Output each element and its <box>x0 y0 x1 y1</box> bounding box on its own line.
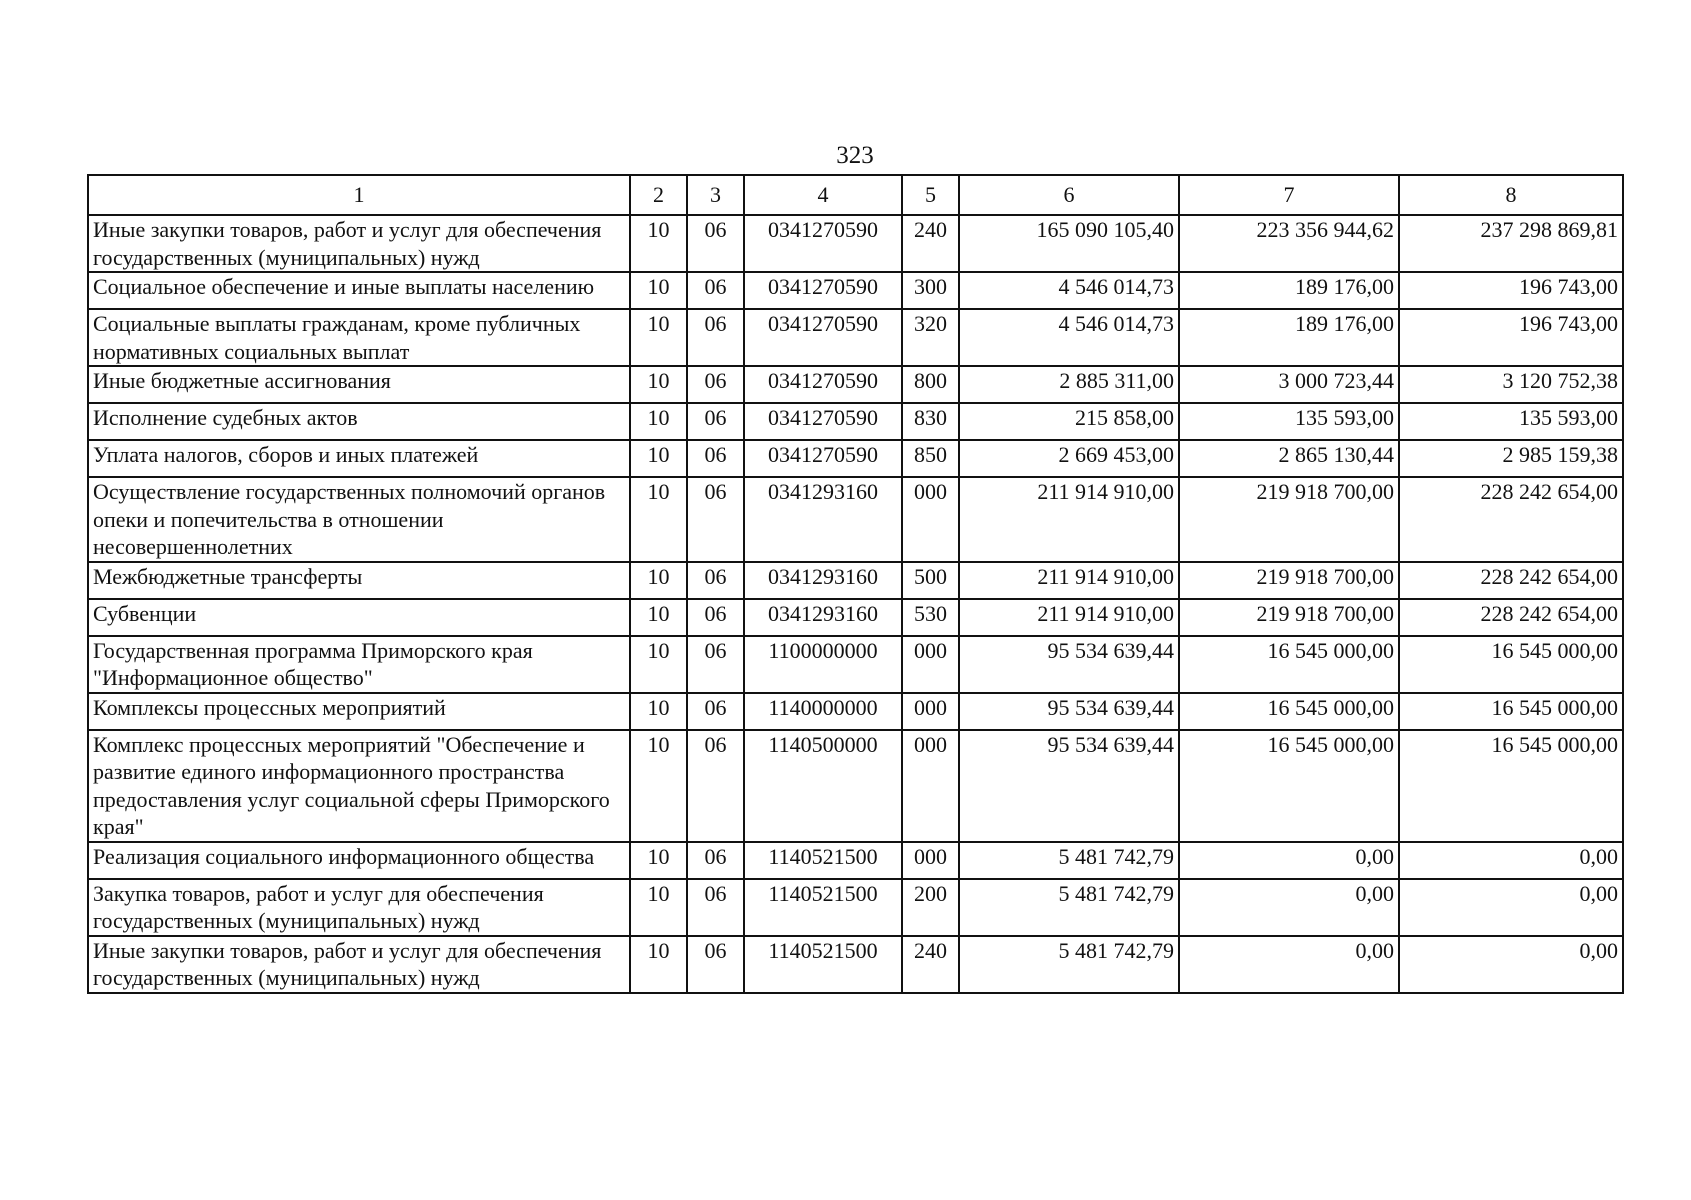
amount-col7-cell: 0,00 <box>1179 842 1399 879</box>
amount-col7-cell: 2 865 130,44 <box>1179 440 1399 477</box>
section-cell: 10 <box>630 440 687 477</box>
amount-col8-cell: 196 743,00 <box>1399 309 1623 366</box>
target-article-cell: 1140500000 <box>744 730 902 842</box>
amount-col6-cell: 5 481 742,79 <box>959 842 1179 879</box>
table-row <box>88 477 1623 562</box>
expense-type-cell: 320 <box>902 309 959 366</box>
column-header: 5 <box>902 175 959 215</box>
subsection-cell: 06 <box>687 879 744 936</box>
row-name-cell: Осуществление государственных полномочий органов опеки и попечительства в отношении несовершеннолетних <box>88 477 630 562</box>
subsection-cell: 06 <box>687 215 744 272</box>
table-row <box>88 636 1623 693</box>
target-article-cell: 0341270590 <box>744 309 902 366</box>
amount-col7-cell: 0,00 <box>1179 879 1399 936</box>
expense-type-cell: 240 <box>902 215 959 272</box>
subsection-cell: 06 <box>687 309 744 366</box>
table-row <box>88 366 1623 403</box>
subsection-cell: 06 <box>687 440 744 477</box>
target-article-cell: 0341270590 <box>744 272 902 309</box>
row-name-cell: Комплексы процессных мероприятий <box>88 693 630 730</box>
section-cell: 10 <box>630 477 687 562</box>
target-article-cell: 1100000000 <box>744 636 902 693</box>
subsection-cell: 06 <box>687 366 744 403</box>
amount-col7-cell: 219 918 700,00 <box>1179 562 1399 599</box>
target-article-cell: 0341270590 <box>744 403 902 440</box>
section-cell: 10 <box>630 403 687 440</box>
amount-col7-cell: 219 918 700,00 <box>1179 477 1399 562</box>
section-cell: 10 <box>630 309 687 366</box>
row-name-cell: Исполнение судебных актов <box>88 403 630 440</box>
amount-col6-cell: 95 534 639,44 <box>959 730 1179 842</box>
amount-col6-cell: 2 885 311,00 <box>959 366 1179 403</box>
table-row <box>88 272 1623 309</box>
subsection-cell: 06 <box>687 936 744 993</box>
expense-type-cell: 830 <box>902 403 959 440</box>
amount-col6-cell: 215 858,00 <box>959 403 1179 440</box>
amount-col6-cell: 5 481 742,79 <box>959 936 1179 993</box>
page-number: 323 <box>836 142 874 169</box>
target-article-cell: 0341293160 <box>744 562 902 599</box>
row-name-cell: Комплекс процессных мероприятий "Обеспечение и развитие единого информационного пространства предоставления услуг социальной сферы Приморского края" <box>88 730 630 842</box>
section-cell: 10 <box>630 936 687 993</box>
expense-type-cell: 300 <box>902 272 959 309</box>
subsection-cell: 06 <box>687 272 744 309</box>
subsection-cell: 06 <box>687 842 744 879</box>
target-article-cell: 1140521500 <box>744 879 902 936</box>
amount-col6-cell: 5 481 742,79 <box>959 879 1179 936</box>
target-article-cell: 0341270590 <box>744 215 902 272</box>
amount-col7-cell: 189 176,00 <box>1179 272 1399 309</box>
row-name-cell: Иные бюджетные ассигнования <box>88 366 630 403</box>
table-row <box>88 842 1623 879</box>
amount-col8-cell: 2 985 159,38 <box>1399 440 1623 477</box>
table-row <box>88 879 1623 936</box>
section-cell: 10 <box>630 693 687 730</box>
table-row <box>88 936 1623 993</box>
amount-col7-cell: 16 545 000,00 <box>1179 636 1399 693</box>
expense-type-cell: 000 <box>902 477 959 562</box>
amount-col8-cell: 0,00 <box>1399 842 1623 879</box>
expense-type-cell: 000 <box>902 842 959 879</box>
row-name-cell: Закупка товаров, работ и услуг для обеспечения государственных (муниципальных) нужд <box>88 879 630 936</box>
subsection-cell: 06 <box>687 562 744 599</box>
amount-col7-cell: 16 545 000,00 <box>1179 693 1399 730</box>
expense-type-cell: 500 <box>902 562 959 599</box>
table-row <box>88 730 1623 842</box>
table-row <box>88 440 1623 477</box>
row-name-cell: Социальное обеспечение и иные выплаты населению <box>88 272 630 309</box>
amount-col8-cell: 228 242 654,00 <box>1399 562 1623 599</box>
target-article-cell: 0341293160 <box>744 477 902 562</box>
table-row <box>88 403 1623 440</box>
column-header: 7 <box>1179 175 1399 215</box>
target-article-cell: 0341293160 <box>744 599 902 636</box>
amount-col6-cell: 211 914 910,00 <box>959 599 1179 636</box>
amount-col8-cell: 16 545 000,00 <box>1399 730 1623 842</box>
amount-col7-cell: 16 545 000,00 <box>1179 730 1399 842</box>
amount-col8-cell: 228 242 654,00 <box>1399 477 1623 562</box>
column-header: 4 <box>744 175 902 215</box>
amount-col7-cell: 189 176,00 <box>1179 309 1399 366</box>
amount-col8-cell: 228 242 654,00 <box>1399 599 1623 636</box>
amount-col6-cell: 95 534 639,44 <box>959 636 1179 693</box>
amount-col6-cell: 165 090 105,40 <box>959 215 1179 272</box>
section-cell: 10 <box>630 272 687 309</box>
budget-table <box>87 174 1624 994</box>
amount-col6-cell: 4 546 014,73 <box>959 272 1179 309</box>
amount-col8-cell: 3 120 752,38 <box>1399 366 1623 403</box>
amount-col8-cell: 196 743,00 <box>1399 272 1623 309</box>
subsection-cell: 06 <box>687 693 744 730</box>
target-article-cell: 1140521500 <box>744 936 902 993</box>
expense-type-cell: 000 <box>902 730 959 842</box>
section-cell: 10 <box>630 599 687 636</box>
section-cell: 10 <box>630 842 687 879</box>
target-article-cell: 1140521500 <box>744 842 902 879</box>
target-article-cell: 1140000000 <box>744 693 902 730</box>
table-row <box>88 215 1623 272</box>
subsection-cell: 06 <box>687 730 744 842</box>
amount-col6-cell: 211 914 910,00 <box>959 562 1179 599</box>
section-cell: 10 <box>630 562 687 599</box>
expense-type-cell: 000 <box>902 693 959 730</box>
amount-col7-cell: 219 918 700,00 <box>1179 599 1399 636</box>
section-cell: 10 <box>630 879 687 936</box>
row-name-cell: Социальные выплаты гражданам, кроме публичных нормативных социальных выплат <box>88 309 630 366</box>
expense-type-cell: 530 <box>902 599 959 636</box>
subsection-cell: 06 <box>687 636 744 693</box>
section-cell: 10 <box>630 366 687 403</box>
row-name-cell: Реализация социального информационного общества <box>88 842 630 879</box>
expense-type-cell: 240 <box>902 936 959 993</box>
table-row <box>88 309 1623 366</box>
column-header: 6 <box>959 175 1179 215</box>
amount-col6-cell: 4 546 014,73 <box>959 309 1179 366</box>
amount-col8-cell: 237 298 869,81 <box>1399 215 1623 272</box>
target-article-cell: 0341270590 <box>744 366 902 403</box>
expense-type-cell: 200 <box>902 879 959 936</box>
row-name-cell: Государственная программа Приморского края "Информационное общество" <box>88 636 630 693</box>
table-row <box>88 693 1623 730</box>
column-header: 3 <box>687 175 744 215</box>
amount-col6-cell: 211 914 910,00 <box>959 477 1179 562</box>
subsection-cell: 06 <box>687 403 744 440</box>
section-cell: 10 <box>630 636 687 693</box>
row-name-cell: Уплата налогов, сборов и иных платежей <box>88 440 630 477</box>
amount-col7-cell: 3 000 723,44 <box>1179 366 1399 403</box>
row-name-cell: Иные закупки товаров, работ и услуг для обеспечения государственных (муниципальных) нужд <box>88 215 630 272</box>
table-row <box>88 599 1623 636</box>
section-cell: 10 <box>630 215 687 272</box>
column-header: 8 <box>1399 175 1623 215</box>
subsection-cell: 06 <box>687 477 744 562</box>
amount-col8-cell: 135 593,00 <box>1399 403 1623 440</box>
amount-col8-cell: 0,00 <box>1399 936 1623 993</box>
amount-col6-cell: 2 669 453,00 <box>959 440 1179 477</box>
expense-type-cell: 000 <box>902 636 959 693</box>
expense-type-cell: 850 <box>902 440 959 477</box>
column-header: 1 <box>88 175 630 215</box>
amount-col8-cell: 16 545 000,00 <box>1399 636 1623 693</box>
column-header: 2 <box>630 175 687 215</box>
amount-col6-cell: 95 534 639,44 <box>959 693 1179 730</box>
amount-col7-cell: 223 356 944,62 <box>1179 215 1399 272</box>
amount-col7-cell: 0,00 <box>1179 936 1399 993</box>
expense-type-cell: 800 <box>902 366 959 403</box>
amount-col8-cell: 0,00 <box>1399 879 1623 936</box>
row-name-cell: Иные закупки товаров, работ и услуг для обеспечения государственных (муниципальных) нужд <box>88 936 630 993</box>
amount-col7-cell: 135 593,00 <box>1179 403 1399 440</box>
row-name-cell: Межбюджетные трансферты <box>88 562 630 599</box>
header-row <box>88 175 1623 215</box>
subsection-cell: 06 <box>687 599 744 636</box>
amount-col8-cell: 16 545 000,00 <box>1399 693 1623 730</box>
target-article-cell: 0341270590 <box>744 440 902 477</box>
table-row <box>88 562 1623 599</box>
section-cell: 10 <box>630 730 687 842</box>
row-name-cell: Субвенции <box>88 599 630 636</box>
